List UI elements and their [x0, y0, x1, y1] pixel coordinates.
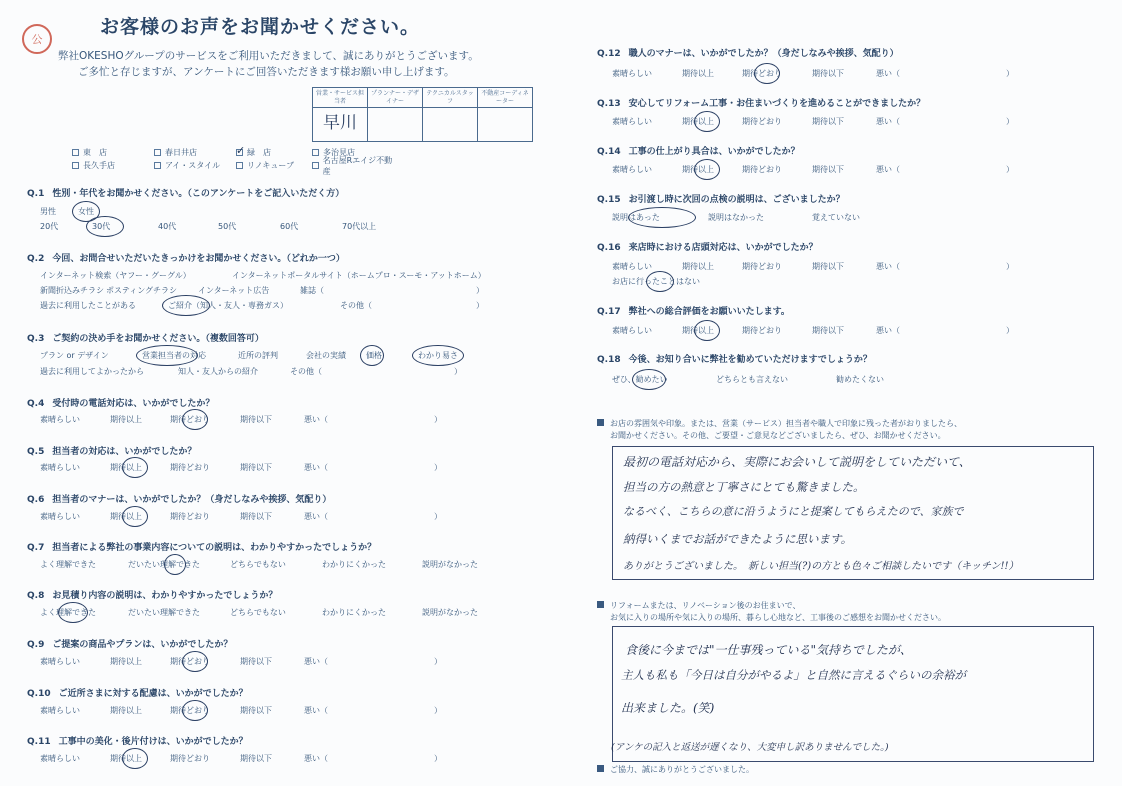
- staff-planner-cell[interactable]: [368, 108, 423, 142]
- option-70s[interactable]: 70代以上: [342, 222, 377, 231]
- q16-options: [612, 261, 1014, 272]
- q3-row2: [40, 366, 462, 377]
- paren-close: ）: [476, 286, 484, 295]
- understand-option[interactable]: わかりにくかった: [322, 560, 386, 569]
- option-sales-response[interactable]: 営業担当者の対応: [142, 350, 238, 361]
- q10-options: [40, 705, 442, 716]
- bullet-square-icon: [597, 419, 604, 426]
- scale-option[interactable]: 期待どおり: [742, 68, 812, 79]
- option-internet-search[interactable]: インターネット検索（ヤフー・グーグル）: [40, 271, 191, 280]
- scale-option[interactable]: 素晴らしい: [40, 657, 80, 666]
- q15-options: [612, 212, 860, 223]
- scale-option[interactable]: 素晴らしい: [40, 463, 80, 472]
- q9-title: Q.9 ご提案の商品やプランは、いかがでしたか？: [27, 637, 232, 650]
- checkbox[interactable]: [312, 149, 319, 156]
- scale-option[interactable]: 素晴らしい: [612, 117, 652, 126]
- option-magazine[interactable]: 雑誌（: [300, 286, 324, 295]
- intro-line-2: ご多忙と存じますが、アンケートにご回答いただきます様お願い申し上げます。: [78, 66, 455, 78]
- scale-option: ）: [434, 415, 442, 424]
- option-neutral[interactable]: どちらとも言えない: [716, 375, 788, 384]
- free2-answer-box[interactable]: [612, 626, 1094, 762]
- option-past-good[interactable]: 過去に利用してよかったから: [40, 367, 144, 376]
- option-portal-site[interactable]: インターネットポータルサイト（ホームプロ・スーモ・アットホーム）: [232, 271, 486, 280]
- option-20s[interactable]: 20代: [40, 222, 59, 231]
- scale-option[interactable]: 素晴らしい: [612, 69, 652, 78]
- scale-option[interactable]: 期待どおり: [170, 656, 240, 667]
- scale-option[interactable]: 素晴らしい: [40, 706, 80, 715]
- scale-option[interactable]: 悪い（: [876, 69, 900, 78]
- scale-option[interactable]: 期待以下: [812, 69, 844, 78]
- store-nagoya-rage[interactable]: 名古屋Rエイジ不動産: [312, 155, 394, 177]
- free1-line-1: 最初の電話対応から、実際にお会いして説明をしていただいて、: [623, 455, 971, 469]
- scale-option[interactable]: 期待以上: [682, 325, 742, 336]
- understand-option[interactable]: わかりにくかった: [322, 608, 386, 617]
- q17-title: Q.17 弊社への総合評価をお願いいたします。: [597, 304, 790, 317]
- scale-option: ）: [434, 512, 442, 521]
- scale-option[interactable]: 期待以下: [240, 657, 272, 666]
- option-friend-referral[interactable]: 知人・友人からの紹介: [178, 367, 258, 376]
- q13-title: Q.13 安心してリフォーム工事・お住まいづくりを進めることができましたか？: [597, 96, 925, 109]
- scale-option[interactable]: 悪い（: [304, 463, 328, 472]
- scale-option[interactable]: 悪い（: [304, 754, 328, 763]
- bullet-square-icon: [597, 601, 604, 608]
- option-posting-flyer[interactable]: ポスティングチラシ: [106, 286, 178, 295]
- scale-option[interactable]: 素晴らしい: [612, 262, 652, 271]
- scale-option[interactable]: 期待どおり: [742, 326, 782, 335]
- store-istyle[interactable]: アイ・スタイル: [154, 160, 236, 171]
- scale-option[interactable]: 期待以上: [682, 69, 714, 78]
- staff-realestate-cell[interactable]: [478, 108, 533, 142]
- scale-option: ）: [434, 657, 442, 666]
- scale-option[interactable]: 悪い（: [304, 706, 328, 715]
- q5-options: [40, 462, 442, 473]
- q4-options: [40, 414, 442, 425]
- scale-option: ）: [1006, 69, 1014, 78]
- q8-title: Q.8 お見積り内容の説明は、わかりやすかったでしょうか？: [27, 588, 277, 601]
- scale-option[interactable]: 素晴らしい: [612, 165, 652, 174]
- scale-option[interactable]: 期待どおり: [170, 705, 240, 716]
- q9-options: [40, 656, 442, 667]
- checkbox[interactable]: [72, 149, 79, 156]
- understand-option[interactable]: 説明がなかった: [422, 608, 478, 617]
- store-midori[interactable]: ✓ 緑 店: [236, 147, 312, 158]
- q7-options: [40, 559, 502, 570]
- store-renocube[interactable]: リノキューブ: [236, 160, 312, 171]
- free1-line-5: ありがとうございました。 新しい担当(?)の方とも色々ご相談したいです（キッチン!!）: [623, 561, 1019, 572]
- scale-option[interactable]: 期待どおり: [742, 165, 782, 174]
- q1-title: Q.1 性別・年代をお聞かせください。（このアンケートをご記入いただく方）: [27, 186, 344, 199]
- checkbox[interactable]: [312, 162, 319, 169]
- company-seal: 公: [22, 24, 52, 54]
- free1-line-2: 担当の方の熱意と丁寧さにとても驚きました。: [623, 480, 865, 494]
- option-other[interactable]: その他（: [290, 367, 322, 376]
- scale-option: ）: [434, 706, 442, 715]
- q14-title: Q.14 工事の仕上がり具合は、いかがでしたか？: [597, 144, 800, 157]
- q7-title: Q.7 担当者による弊社の事業内容についての説明は、わかりやすかったでしょうか？: [27, 540, 376, 553]
- scale-option[interactable]: 悪い（: [304, 657, 328, 666]
- scale-option[interactable]: 期待以下: [240, 463, 272, 472]
- free2-line-4: (アンケの記入と返送が遅くなり、大変申し訳ありませんでした。): [611, 742, 889, 753]
- understand-option[interactable]: だいたい理解できた: [128, 608, 200, 617]
- option-newspaper-flyer[interactable]: 新聞折込みチラシ: [40, 286, 104, 295]
- option-dont-remember[interactable]: 覚えていない: [812, 213, 860, 222]
- store-nagakute[interactable]: 長久手店: [72, 160, 154, 171]
- option-40s[interactable]: 40代: [158, 222, 177, 231]
- option-other[interactable]: その他（: [340, 301, 372, 310]
- scale-option[interactable]: 悪い（: [876, 117, 900, 126]
- scale-option[interactable]: 期待どおり: [170, 754, 210, 763]
- scale-option[interactable]: 期待どおり: [170, 512, 210, 521]
- store-tajimi[interactable]: 多治見店: [312, 147, 394, 158]
- understand-option[interactable]: よく理解できた: [40, 560, 96, 569]
- option-plan-design[interactable]: プラン or デザイン: [40, 351, 109, 360]
- scale-option[interactable]: 期待以上: [682, 164, 742, 175]
- scale-option[interactable]: 期待以下: [240, 512, 272, 521]
- q12-options: [612, 68, 1014, 79]
- scale-option[interactable]: 期待以上: [682, 116, 742, 127]
- scale-option[interactable]: 悪い（: [876, 326, 900, 335]
- checkbox[interactable]: [236, 162, 243, 169]
- free1-answer-box[interactable]: [612, 446, 1094, 580]
- staff-header-technical: テクニカルスタッフ: [423, 88, 478, 108]
- scale-option[interactable]: 期待以下: [812, 262, 844, 271]
- q18-title: Q.18 今後、お知り合いに弊社を勧めていただけますでしょうか？: [597, 352, 872, 365]
- staff-header-sales: 営業・サービス担当者: [313, 88, 368, 108]
- free2-line-2: 主人も私も「今日は自分がやるよ」と自然に言えるぐらいの余裕が: [621, 668, 966, 682]
- understand-option[interactable]: どちらでもない: [230, 608, 286, 617]
- checkbox[interactable]: [72, 162, 79, 169]
- q2-row3: [40, 300, 484, 311]
- q17-options: [612, 325, 1014, 336]
- q2-row2: [40, 285, 484, 296]
- bullet-square-icon: [597, 765, 604, 772]
- option-easy-to-understand[interactable]: わかり易さ: [418, 350, 458, 361]
- option-past-use[interactable]: 過去に利用したことがある: [40, 301, 136, 310]
- scale-option: ）: [1006, 326, 1014, 335]
- scale-option[interactable]: 期待以上: [110, 462, 170, 473]
- option-recommend[interactable]: ぜひ、勧めたい: [612, 374, 716, 385]
- scale-option[interactable]: 素晴らしい: [612, 326, 652, 335]
- understand-option[interactable]: よく理解できた: [40, 607, 128, 618]
- q6-title: Q.6 担当者のマナーは、いかがでしたか？（身だしなみや挨拶、気配り）: [27, 492, 331, 505]
- scale-option[interactable]: 期待以上: [110, 706, 142, 715]
- free1-line-3: なるべく、こちらの意に沿うようにと提案してもらえたので、家族で: [623, 505, 964, 518]
- q5-title: Q.5 担当者の対応は、いかがでしたか？: [27, 444, 196, 457]
- scale-option[interactable]: 期待以上: [110, 511, 170, 522]
- option-60s[interactable]: 60代: [280, 222, 299, 231]
- option-reputation[interactable]: 近所の評判: [238, 351, 278, 360]
- q12-title: Q.12 職人のマナーは、いかがでしたか？（身だしなみや挨拶、気配り）: [597, 46, 899, 59]
- q18-options: [612, 374, 884, 385]
- q16-title: Q.16 来店時における店頭対応は、いかがでしたか？: [597, 240, 818, 253]
- scale-option[interactable]: 期待以上: [110, 657, 142, 666]
- checkbox[interactable]: [154, 149, 161, 156]
- understand-option[interactable]: どちらでもない: [230, 560, 286, 569]
- scale-option[interactable]: 期待以上: [682, 262, 714, 271]
- q11-title: Q.11 工事中の美化・後片付けは、いかがでしたか？: [27, 734, 248, 747]
- free2-prompt: リフォームまたは、リノベーション後のお住まいで、 お気に入りの場所や気に入りの場所、暮らし心地など、工事後のご感想をお聞かせください。: [597, 600, 946, 624]
- scale-option[interactable]: 期待以下: [812, 165, 844, 174]
- scale-option[interactable]: 素晴らしい: [40, 512, 80, 521]
- understand-option[interactable]: だいたい理解できた: [128, 559, 230, 570]
- scale-option[interactable]: 素晴らしい: [40, 415, 80, 424]
- free2-line-1: 食後に今までは"一仕事残っている"気持ちでしたが、: [625, 643, 912, 657]
- scale-option[interactable]: 期待以上: [110, 753, 170, 764]
- footer-thanks: ご協力、誠にありがとうございました。: [597, 764, 754, 775]
- option-not-explained[interactable]: 説明はなかった: [708, 213, 764, 222]
- intro-line-1: 弊社OKESHOグループのサービスをご利用いただきまして、誠にありがとうございます。: [58, 50, 479, 62]
- option-not-recommend[interactable]: 勧めたくない: [836, 375, 884, 384]
- checkbox-checked[interactable]: [236, 149, 243, 156]
- scale-option[interactable]: 期待以下: [240, 706, 272, 715]
- q6-options: [40, 511, 442, 522]
- store-select: [72, 146, 394, 176]
- q1-age-options: [40, 221, 376, 232]
- scale-option[interactable]: 期待以下: [240, 415, 272, 424]
- scale-option: ）: [1006, 165, 1014, 174]
- free1-line-4: 納得いくまでお話ができたように思います。: [623, 532, 853, 546]
- q2-title: Q.2 今回、お問合せいただいたきっかけをお聞かせください。（どれか一つ）: [27, 251, 345, 264]
- option-female[interactable]: 女性: [78, 206, 94, 217]
- scale-option[interactable]: 期待どおり: [170, 463, 210, 472]
- q15-title: Q.15 お引渡し時に次回の点検の説明は、ございましたか？: [597, 192, 845, 205]
- q16-extra: [612, 276, 700, 287]
- staff-table: [312, 87, 533, 142]
- option-price[interactable]: 価格: [366, 350, 418, 361]
- scale-option[interactable]: 悪い（: [304, 415, 328, 424]
- staff-technical-cell[interactable]: [423, 108, 478, 142]
- scale-option[interactable]: 期待どおり: [742, 117, 782, 126]
- free2-line-3: 出来ました。(笑): [621, 701, 715, 715]
- page-title: お客様のお声をお聞かせください。: [100, 16, 421, 38]
- checkbox[interactable]: [154, 162, 161, 169]
- q8-options: [40, 607, 502, 618]
- free1-prompt: お店の雰囲気や印象。または、営業（サービス）担当者や職人で印象に残った者がおりましたら、 お聞かせください。その他、ご要望・ご意見などございましたら、ぜひ、お聞かせください。: [597, 418, 962, 442]
- q10-title: Q.10 ご近所さまに対する配慮は、いかがでしたか？: [27, 686, 248, 699]
- intro-text: [58, 48, 479, 80]
- scale-option[interactable]: 悪い（: [876, 262, 900, 271]
- q1-gender-options: [40, 206, 94, 217]
- scale-option[interactable]: 期待以上: [110, 415, 142, 424]
- staff-header-planner: プランナー・デザイナー: [368, 88, 423, 108]
- q4-title: Q.4 受付時の電話対応は、いかがでしたか？: [27, 396, 214, 409]
- q2-row1: [40, 270, 486, 281]
- scale-option: ）: [434, 754, 442, 763]
- paren-close: ）: [476, 301, 484, 310]
- staff-name: 早川: [323, 112, 357, 133]
- option-never-visited[interactable]: お店に行ったことはない: [612, 276, 700, 287]
- option-30s[interactable]: 30代: [92, 221, 158, 232]
- option-50s[interactable]: 50代: [218, 222, 237, 231]
- scale-option[interactable]: 期待どおり: [742, 262, 782, 271]
- scale-option[interactable]: 悪い（: [876, 165, 900, 174]
- staff-header-realestate: 不動産コーディネーター: [478, 88, 533, 108]
- scale-option: ）: [1006, 262, 1014, 271]
- scale-option[interactable]: 素晴らしい: [40, 754, 80, 763]
- q13-options: [612, 116, 1014, 127]
- q11-options: [40, 753, 442, 764]
- option-referral[interactable]: ご紹介（知人・友人・専務ガス）: [168, 300, 340, 311]
- option-explained[interactable]: 説明はあった: [612, 212, 708, 223]
- scale-option: ）: [1006, 117, 1014, 126]
- scale-option[interactable]: 期待以下: [812, 117, 844, 126]
- scale-option[interactable]: 悪い（: [304, 512, 328, 521]
- paren-close: ）: [454, 367, 462, 376]
- staff-name-cell[interactable]: [313, 108, 368, 142]
- option-internet-ad[interactable]: インターネット広告: [198, 286, 270, 295]
- option-male[interactable]: 男性: [40, 207, 56, 216]
- scale-option[interactable]: 期待以下: [812, 326, 844, 335]
- scale-option: ）: [434, 463, 442, 472]
- q14-options: [612, 164, 1014, 175]
- option-track-record[interactable]: 会社の実績: [306, 351, 346, 360]
- q3-title: Q.3 ご契約の決め手をお聞かせください。（複数回答可）: [27, 331, 264, 344]
- store-kasugai[interactable]: 春日井店: [154, 147, 236, 158]
- q3-row1: [40, 350, 458, 361]
- scale-option[interactable]: 期待以下: [240, 754, 272, 763]
- store-higashi[interactable]: 東 店: [72, 147, 154, 158]
- scale-option[interactable]: 期待どおり: [170, 414, 240, 425]
- understand-option[interactable]: 説明がなかった: [422, 560, 478, 569]
